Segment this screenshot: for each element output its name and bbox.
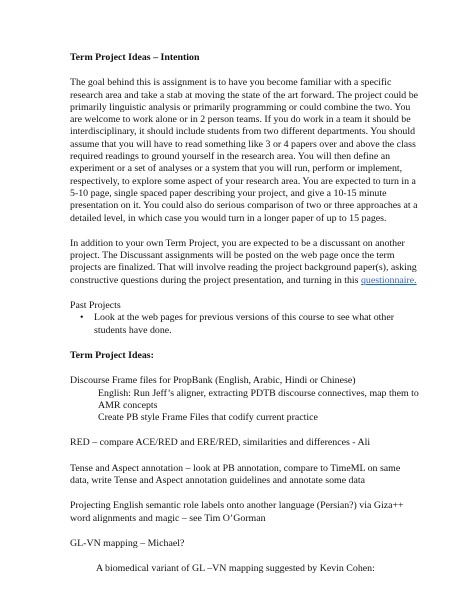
idea-glvn: GL-VN mapping – Michael? <box>70 537 185 549</box>
idea-discourse-english: English: Run Jeff’s aligner, extracting PDTB discourse connectives, map them to AMR concepts <box>98 387 419 411</box>
document-title: Term Project Ideas – Intention <box>70 52 200 63</box>
intro-paragraph: The goal behind this is assignment is to have you become familiar with a specific research area and take a stab at moving the state of the art forward. The project could be primarily linguistic analysis or primarily programming or could combine the two. You are welcome to work alone or in 2 person teams. If you do work in a team it should be interdisciplinary, it should include students from two different departments. You should assume that you will have to read something like 3 or 4 papers over and above the class required readings to ground yourself in the research area. You will then define an experiment or a set of analyses or a system that you will run, perform or implement, respectively, to explore some aspect of your research area. You are expected to turn in a 5-10 page, single spaced paper describing your project, and give a 10-15 minute presentation on it. You could also do serious comparison of two or three approaches at a detailed level, in which case you would turn in a longer paper of up to 15 pages. <box>70 77 419 224</box>
idea-projecting: Projecting English semantic role labels onto another language (Persian?) via Giza++ word alignments and magic – see Tim O’Gorman <box>70 500 404 524</box>
bullet-icon: • <box>80 312 84 324</box>
past-projects-bullet-text: Look at the web pages for previous versions of this course to see what other students have done. <box>94 312 395 336</box>
idea-discourse-create: Create PB style Frame Files that codify current practice <box>98 412 318 424</box>
document-body <box>70 52 420 576</box>
discussant-text: In addition to your own Term Project, you are expected to be a discussant on another project. The Discussant assignments will be posted on the web page once the term projects are finalized. That will involve reading the project background paper(s), asking constructive questions during the project presentation, and turning in this <box>70 237 417 286</box>
questionnaire-link[interactable]: questionnaire. <box>360 274 417 286</box>
idea-tense-aspect: Tense and Aspect annotation – look at PB annotation, compare to TimeML on same data, write Tense and Aspect annotation guidelines and annotate some data <box>70 462 401 487</box>
idea-discourse-title: Discourse Frame files for PropBank (English, Arabic, Hindi or Chinese) <box>70 375 356 387</box>
idea-red: RED – compare ACE/RED and ERE/RED, similarities and differences - Ali <box>70 437 371 449</box>
past-projects-label: Past Projects <box>70 300 121 312</box>
discussant-paragraph <box>70 238 420 287</box>
ideas-heading: Term Project Ideas: <box>70 349 154 361</box>
past-projects-list-item <box>80 312 420 337</box>
idea-biomedical: A biomedical variant of GL –VN mapping suggested by Kevin Cohen: <box>96 563 375 575</box>
